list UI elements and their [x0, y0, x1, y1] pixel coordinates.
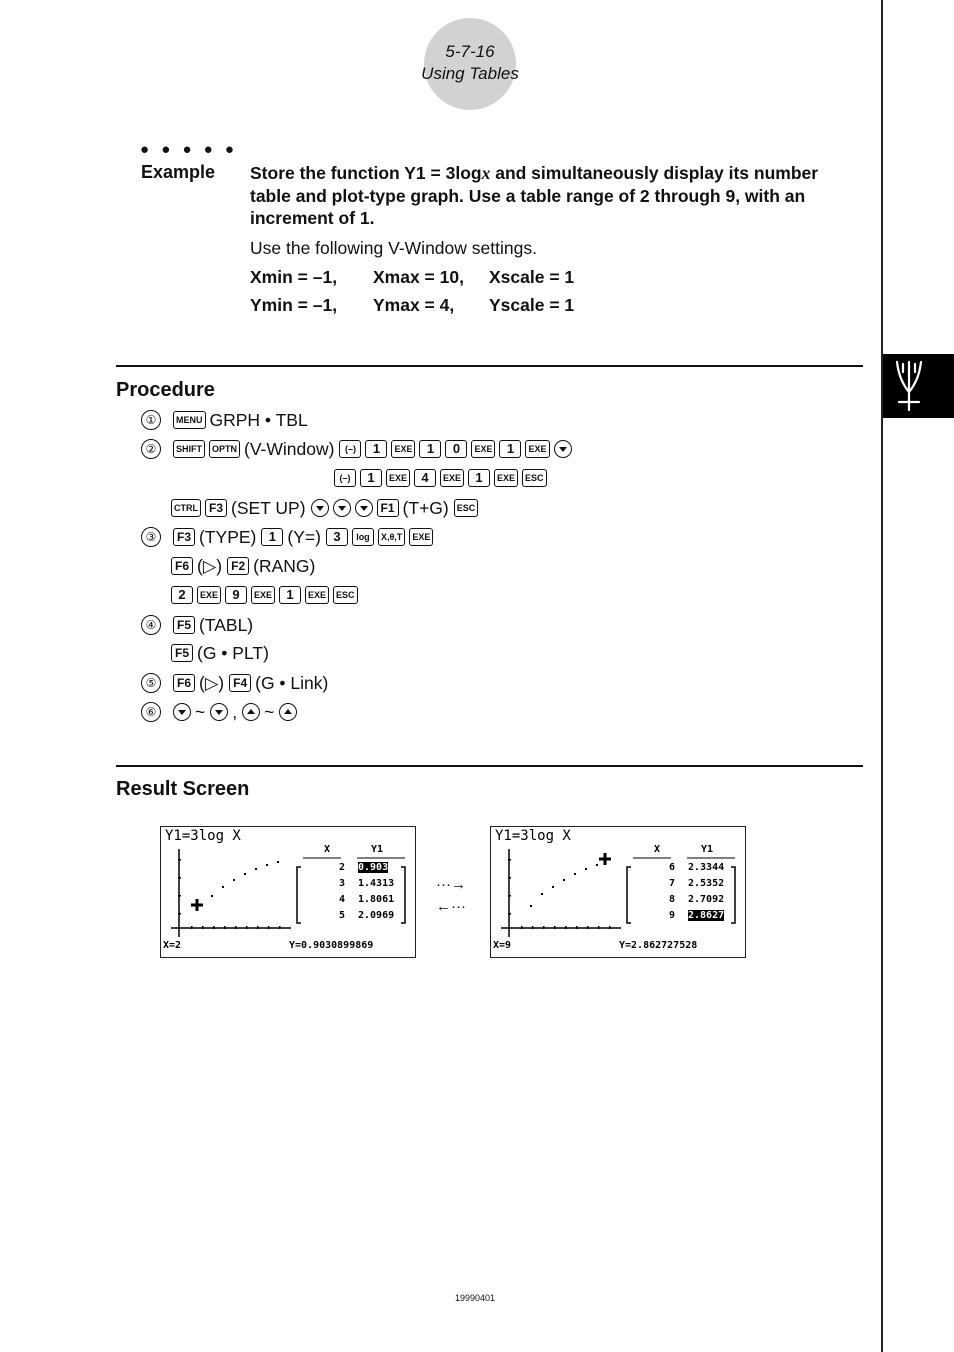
table-y-cell: 1.4313 — [358, 878, 395, 889]
step-2-setup — [169, 497, 480, 519]
example-label: Example — [141, 162, 216, 182]
right-margin-rule — [881, 0, 883, 1352]
step-1 — [141, 409, 311, 431]
setup-label: (SET UP) — [231, 497, 306, 518]
table-x-cell: 5 — [339, 910, 346, 921]
cursor-down-icon — [333, 499, 351, 517]
log-key: log — [352, 528, 374, 546]
next-label: (▷) — [197, 555, 223, 576]
table-x-cell: 7 — [669, 878, 676, 889]
cursor-down-icon — [355, 499, 373, 517]
step-3 — [141, 526, 435, 548]
step-3-values — [169, 584, 360, 606]
step-number: ④ — [141, 615, 161, 635]
trace-cursor-icon — [599, 853, 611, 865]
exe-key: EXE — [440, 469, 464, 487]
f5-key: F5 — [173, 616, 195, 634]
table-y-cell: 2.0969 — [358, 910, 395, 921]
ymax-value: Ymax = 4, — [373, 295, 455, 315]
step-number: ① — [141, 410, 161, 430]
cursor-down-icon — [311, 499, 329, 517]
table-x-cell: 3 — [339, 878, 346, 889]
vwindow-note: Use the following V-Window settings. — [250, 238, 537, 258]
digit-1-key: 1 — [365, 440, 387, 458]
digit-1-key: 1 — [279, 586, 301, 604]
print-code: 19990401 — [454, 1293, 496, 1303]
comma: , — [232, 701, 238, 722]
example-bullets: ● ● ● ● ● — [140, 141, 238, 158]
f3-key: F3 — [205, 499, 227, 517]
negative-key: (–) — [339, 440, 361, 458]
statement-variable: x — [481, 163, 491, 183]
cursor-up-icon — [279, 703, 297, 721]
plot-points — [211, 861, 279, 897]
axis-ticks — [178, 859, 281, 929]
step-6 — [141, 701, 299, 723]
exe-key: EXE — [391, 440, 415, 458]
digit-3-key: 3 — [326, 528, 348, 546]
table-header-y1: Y1 — [371, 844, 384, 855]
table-header-y1: Y1 — [701, 844, 714, 855]
cursor-down-icon — [554, 440, 572, 458]
f1-key: F1 — [377, 499, 399, 517]
glink-label: (G • Link) — [255, 672, 329, 693]
esc-key: ESC — [522, 469, 547, 487]
xmax-value: Xmax = 10, — [373, 267, 464, 287]
calculator-screen-1 — [160, 826, 416, 958]
ctrl-key: CTRL — [171, 499, 201, 517]
esc-key: ESC — [333, 586, 358, 604]
digit-1-key: 1 — [468, 469, 490, 487]
step-2-continued — [332, 467, 549, 489]
table-header-x: X — [654, 844, 661, 855]
digit-9-key: 9 — [225, 586, 247, 604]
table-x-cell: 2 — [339, 862, 346, 873]
menu-key: MENU — [173, 411, 206, 429]
chapter-tab — [883, 354, 954, 418]
example-statement — [250, 162, 850, 230]
f4-key: F4 — [229, 674, 251, 692]
table-y-cell: 2.3344 — [688, 862, 725, 873]
digit-1-key: 1 — [261, 528, 283, 546]
cursor-up-icon — [242, 703, 260, 721]
step-3-range — [169, 555, 318, 577]
tg-label: (T+G) — [402, 497, 449, 518]
variable-key: X,θ,T — [378, 528, 405, 546]
tilde: ~ — [264, 701, 275, 722]
trace-cursor-icon — [191, 899, 203, 911]
table-y-cell-selected: 0.903 — [358, 862, 389, 873]
cursor-down-icon — [173, 703, 191, 721]
digit-1-key: 1 — [499, 440, 521, 458]
exe-key: EXE — [251, 586, 275, 604]
digit-2-key: 2 — [171, 586, 193, 604]
result-title: Result Screen — [116, 778, 250, 800]
arrow-back: ←··· — [436, 898, 466, 915]
rang-label: (RANG) — [253, 555, 316, 576]
digit-0-key: 0 — [445, 440, 467, 458]
y-eq-label: (Y=) — [287, 526, 321, 547]
table-x-cell: 9 — [669, 910, 676, 921]
digit-1-key: 1 — [360, 469, 382, 487]
step-2 — [141, 438, 574, 460]
digit-1-key: 1 — [419, 440, 441, 458]
cursor-down-icon — [210, 703, 228, 721]
xmin-value: Xmin = –1, — [250, 267, 338, 287]
x-readout: X=2 — [163, 940, 182, 951]
tilde: ~ — [195, 701, 206, 722]
step-4 — [141, 614, 256, 636]
section-divider — [116, 765, 863, 767]
tabl-label: (TABL) — [199, 614, 254, 635]
shift-key: SHIFT — [173, 440, 205, 458]
x-readout: X=9 — [493, 940, 512, 951]
procedure-title: Procedure — [116, 379, 215, 401]
exe-key: EXE — [197, 586, 221, 604]
f3-key: F3 — [173, 528, 195, 546]
exe-key: EXE — [471, 440, 495, 458]
y-readout: Y=0.9030899869 — [289, 940, 374, 951]
type-label: (TYPE) — [199, 526, 257, 547]
f5-key: F5 — [171, 644, 193, 662]
function-label: Y1=3log X — [165, 828, 241, 844]
arrow-forward: ···→ — [436, 876, 466, 893]
vwindow-label: (V-Window) — [244, 438, 335, 459]
function-label: Y1=3log X — [495, 828, 571, 844]
step-4-plot — [169, 642, 272, 664]
table-x-cell: 6 — [669, 862, 676, 873]
step-5 — [141, 672, 331, 694]
esc-key: ESC — [454, 499, 479, 517]
next-label: (▷) — [199, 672, 225, 693]
exe-key: EXE — [386, 469, 410, 487]
calculator-screen-2 — [490, 826, 746, 958]
section-title: Using Tables — [421, 64, 519, 83]
page-number: 5-7-16 — [445, 42, 495, 61]
step-number: ③ — [141, 527, 161, 547]
table-y-cell: 1.8061 — [358, 894, 395, 905]
step-number: ② — [141, 439, 161, 459]
table-y-cell: 2.5352 — [688, 878, 725, 889]
y-readout: Y=2.862727528 — [619, 940, 698, 951]
gplt-label: (G • PLT) — [197, 642, 269, 663]
mode-label: GRPH • TBL — [209, 409, 308, 430]
exe-key: EXE — [305, 586, 329, 604]
table-x-cell: 4 — [339, 894, 346, 905]
ymin-value: Ymin = –1, — [250, 295, 338, 315]
table-header-x: X — [324, 844, 331, 855]
table-y-cell-selected: 2.8627 — [688, 910, 725, 921]
graph-function-icon — [889, 358, 929, 414]
exe-key: EXE — [525, 440, 549, 458]
f6-key: F6 — [173, 674, 195, 692]
f2-key: F2 — [227, 557, 249, 575]
table-y-cell: 2.7092 — [688, 894, 725, 905]
f6-key: F6 — [171, 557, 193, 575]
optn-key: OPTN — [209, 440, 240, 458]
section-divider — [116, 365, 863, 367]
statement-part: Store the function Y1 = 3log — [250, 163, 482, 183]
digit-4-key: 4 — [414, 469, 436, 487]
table-x-cell: 8 — [669, 894, 676, 905]
step-number: ⑤ — [141, 673, 161, 693]
exe-key: EXE — [494, 469, 518, 487]
plot-points — [530, 864, 598, 907]
statement-part: and simultaneously display its number table and plot-type graph. Use a table range of 2 through 9, with an increment of 1. — [250, 163, 819, 228]
yscale-value: Yscale = 1 — [489, 295, 575, 315]
step-number: ⑥ — [141, 702, 161, 722]
negative-key: (–) — [334, 469, 356, 487]
exe-key: EXE — [409, 528, 433, 546]
xscale-value: Xscale = 1 — [489, 267, 575, 287]
axis-ticks — [508, 859, 611, 929]
